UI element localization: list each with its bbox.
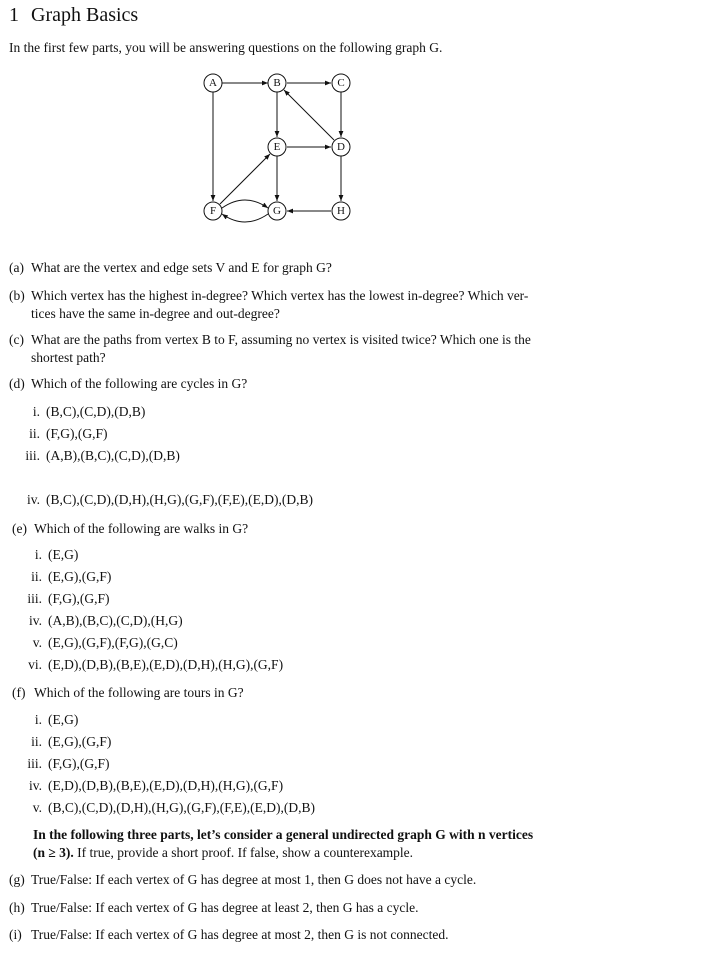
list-item: i. (E,G) [34, 547, 79, 562]
node-label-G: G [273, 205, 281, 217]
question-b [9, 287, 569, 323]
list-item: v. (B,C),(C,D),(D,H),(H,G),(G,F),(F,E),(E,D),(D,B) [32, 800, 315, 815]
node-label-C: C [337, 77, 345, 89]
list-item: ii. (F,G),(G,F) [29, 426, 108, 441]
question-label: (a) [9, 260, 24, 275]
question-text: Which of the following are walks in G? [34, 521, 249, 536]
question-label: (i) [9, 927, 22, 942]
question-text-continued: tices have the same in-degree and out-degree? [31, 306, 280, 321]
list-item: i. (B,C),(C,D),(D,B) [32, 404, 146, 419]
node-label-B: B [273, 77, 281, 89]
list-item: ii. (E,G),(G,F) [31, 569, 112, 584]
note-line-2: If true, provide a short proof. If false, show a counterexample. [73, 845, 414, 860]
graph-diagram [0, 0, 706, 240]
question-label: (b) [9, 288, 25, 303]
question-i [9, 926, 569, 944]
list-item: iii. (A,B),(B,C),(C,D),(D,B) [25, 448, 180, 463]
list-item: v. (E,G),(G,F),(F,G),(G,C) [32, 635, 178, 650]
question-h [9, 899, 569, 917]
list-item: iii. (F,G),(G,F) [27, 591, 110, 606]
list-item: i. (E,G) [34, 712, 79, 727]
question-text: What are the paths from vertex B to F, assuming no vertex is visited twice? Which one is the [31, 332, 531, 347]
question-label: (c) [9, 332, 24, 347]
question-text: True/False: If each vertex of G has degree at least 2, then G has a cycle. [31, 900, 419, 915]
question-text: True/False: If each vertex of G has degree at most 2, then G is not connected. [31, 927, 449, 942]
edge-F-E [220, 154, 270, 204]
note-line-2-bold: (n ≥ 3). [33, 845, 74, 860]
node-label-D: D [337, 141, 345, 153]
list-item: iv. (A,B),(B,C),(C,D),(H,G) [29, 613, 183, 628]
question-label: (d) [9, 376, 25, 391]
question-label: (g) [9, 872, 25, 887]
question-label: (e) [12, 521, 27, 536]
list-item: iii. (F,G),(G,F) [27, 756, 110, 771]
question-g [9, 871, 569, 889]
instructions-note [33, 826, 593, 862]
edge-D-B [284, 90, 334, 140]
section-title-text: Graph Basics [31, 4, 139, 26]
question-text: Which of the following are tours in G? [34, 685, 244, 700]
question-d [9, 375, 569, 393]
question-text-continued: shortest path? [31, 350, 106, 365]
list-item: vi. (E,D),(D,B),(B,E),(E,D),(D,H),(H,G),(G,F) [28, 657, 284, 672]
question-a [9, 259, 569, 277]
question-text: True/False: If each vertex of G has degree at most 1, then G does not have a cycle. [31, 872, 477, 887]
edge-G-F [222, 214, 268, 222]
list-item: iv. (E,D),(D,B),(B,E),(E,D),(D,H),(H,G),(G,F) [29, 778, 284, 793]
question-text: Which of the following are cycles in G? [31, 376, 248, 391]
node-label-F: F [209, 205, 217, 217]
edge-F-G [222, 200, 268, 208]
question-text: What are the vertex and edge sets V and E for graph G? [31, 260, 332, 275]
question-text: Which vertex has the highest in-degree? Which vertex has the lowest in-degree? Which ver- [31, 288, 529, 303]
question-c [9, 331, 569, 367]
question-label: (h) [9, 900, 25, 915]
node-label-E: E [273, 141, 281, 153]
list-item: ii. (E,G),(G,F) [31, 734, 112, 749]
intro-text: In the first few parts, you will be answering questions on the following graph G. [9, 40, 443, 55]
node-label-H: H [337, 205, 345, 217]
note-line-1: In the following three parts, let’s consider a general undirected graph G with n vertices [33, 827, 534, 842]
question-f [12, 684, 572, 702]
question-label: (f) [12, 685, 26, 700]
list-item: iv. (B,C),(C,D),(D,H),(H,G),(G,F),(F,E),(E,D),(D,B) [27, 492, 313, 507]
node-label-A: A [209, 77, 217, 89]
question-e [12, 520, 572, 538]
section-number: 1 [9, 4, 19, 26]
